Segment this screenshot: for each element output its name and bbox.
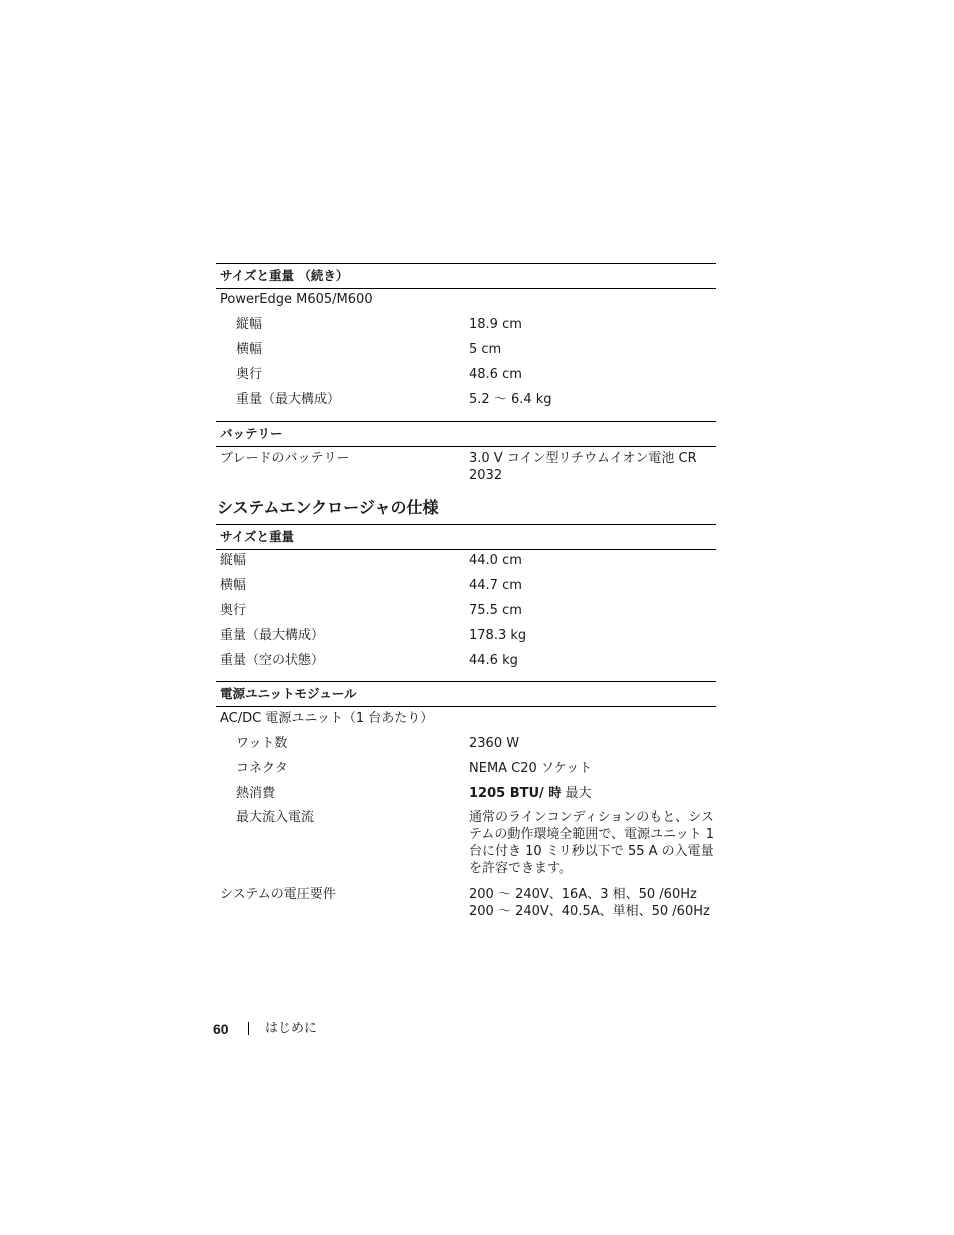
psu-subheading: AC/DC 電源ユニット（1 台あたり） <box>220 711 434 726</box>
section-heading-size-weight-cont: サイズと重量 （続き） <box>216 263 716 289</box>
section-heading-enclosure-size: サイズと重量 <box>216 524 716 550</box>
spec-row <box>216 627 716 652</box>
spec-row <box>216 602 716 627</box>
spec-row <box>216 366 716 391</box>
spec-row <box>216 316 716 341</box>
spec-label: 熱消費 <box>236 786 276 801</box>
spec-value: 18.9 cm <box>469 317 522 332</box>
spec-label: 奥行 <box>220 603 247 618</box>
spec-label: 重量（最大構成） <box>236 392 341 407</box>
spec-label: 横幅 <box>220 578 247 593</box>
page-number: 60 <box>213 1021 229 1037</box>
spec-value: NEMA C20 ソケット <box>469 761 593 776</box>
spec-label: システムの電圧要件 <box>220 887 336 902</box>
spec-value: 44.0 cm <box>469 553 522 568</box>
chapter-title: はじめに <box>265 1021 318 1036</box>
spec-label: 重量（空の状態） <box>220 653 325 668</box>
spec-label: 最大流入電流 <box>236 810 315 825</box>
spec-label: ブレードのバッテリー <box>220 451 350 466</box>
spec-row <box>216 552 716 577</box>
spec-label: 縦幅 <box>236 317 263 332</box>
spec-row <box>216 577 716 602</box>
spec-label: コネクタ <box>236 761 288 776</box>
spec-value: 44.6 kg <box>469 653 518 668</box>
page-footer <box>213 1020 318 1038</box>
spec-row <box>216 735 716 760</box>
spec-value: 3.0 V コイン型リチウムイオン電池 CR 2032 <box>469 451 697 483</box>
spec-value <box>469 886 716 920</box>
spec-value-bold: 1205 BTU/ 時 <box>469 786 562 801</box>
spec-label: 縦幅 <box>220 553 247 568</box>
spec-row <box>216 785 716 809</box>
spec-value: 44.7 cm <box>469 578 522 593</box>
spec-label: 重量（最大構成） <box>220 628 325 643</box>
model-row <box>216 291 716 316</box>
spec-value: 178.3 kg <box>469 628 527 643</box>
spec-row <box>216 886 716 922</box>
voltage-line: 200 ～ 240V、16A、3 相、50 /60Hz <box>469 887 697 902</box>
psu-subheading-row <box>216 710 716 735</box>
spec-row <box>216 760 716 785</box>
spec-value: 2360 W <box>469 736 520 751</box>
spec-tables <box>216 263 716 922</box>
spec-value: 75.5 cm <box>469 603 522 618</box>
spec-row <box>216 652 716 681</box>
spec-row <box>216 391 716 421</box>
spec-value: 通常のラインコンディションのもと、システムの動作環境全範囲で、電源ユニット 1 台に付き 10 ミリ秒以下で 55 A の入電量を許容できます。 <box>469 810 714 876</box>
spec-label: 横幅 <box>236 342 263 357</box>
spec-value: 5.2 ～ 6.4 kg <box>469 392 552 407</box>
section-heading-psu: 電源ユニットモジュール <box>216 681 716 707</box>
enclosure-spec-title: システムエンクロージャの仕様 <box>217 498 439 517</box>
spec-value: 48.6 cm <box>469 367 522 382</box>
spec-label: ワット数 <box>236 736 288 751</box>
spec-value-rest: 最大 <box>565 786 592 801</box>
spec-value <box>469 785 716 802</box>
footer-divider <box>248 1022 249 1035</box>
section-heading-battery: バッテリー <box>216 421 716 447</box>
spec-row <box>216 450 716 492</box>
spec-value: 5 cm <box>469 342 502 357</box>
spec-row <box>216 341 716 366</box>
spec-label: 奥行 <box>236 367 263 382</box>
voltage-line: 200 ～ 240V、40.5A、単相、50 /60Hz <box>469 904 710 919</box>
spec-row <box>216 809 716 886</box>
model-label: PowerEdge M605/M600 <box>220 292 373 307</box>
